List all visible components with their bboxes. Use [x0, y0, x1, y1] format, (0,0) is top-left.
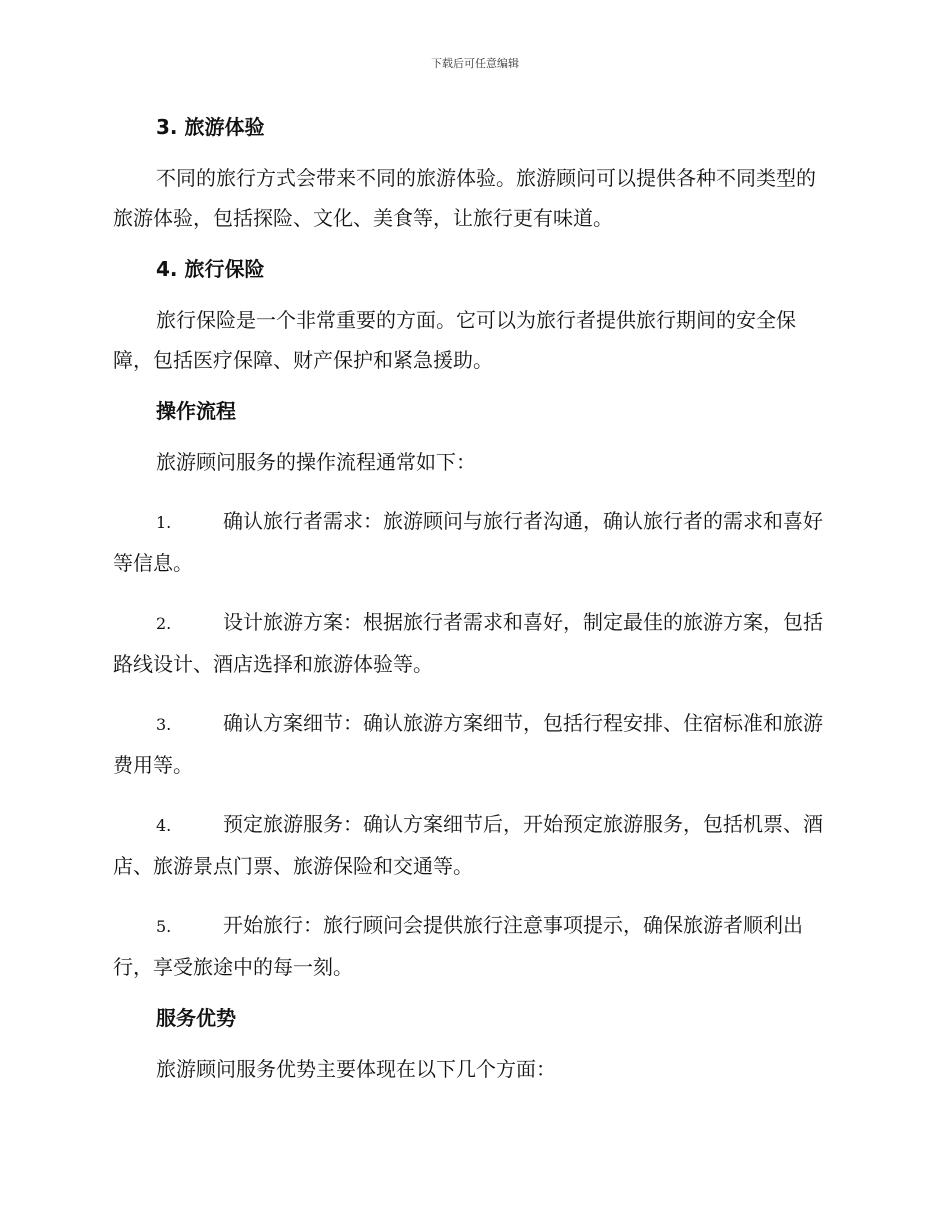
page-header: 下载后可任意编辑 [431, 57, 519, 70]
paragraph-travel-experience: 不同的旅行方式会带来不同的旅游体验。旅游顾问可以提供各种不同类型的旅游体验，包括探险、文化、美食等，让旅行更有味道。 [113, 166, 816, 230]
section-heading-travel-insurance: 4. 旅行保险 [156, 257, 265, 281]
section-heading-process: 操作流程 [156, 399, 236, 423]
document-body [113, 110, 833, 1089]
list-text: 设计旅游方案：根据旅行者需求和喜好，制定最佳的旅游方案，包括路线设计、酒店选择和旅游体验等。 [113, 610, 823, 676]
list-text: 确认旅行者需求：旅游顾问与旅行者沟通，确认旅行者的需求和喜好等信息。 [113, 509, 823, 575]
paragraph-travel-insurance: 旅行保险是一个非常重要的方面。它可以为旅行者提供旅行期间的安全保障，包括医疗保障、财产保护和紧急援助。 [113, 308, 796, 372]
list-text: 开始旅行：旅行顾问会提供旅行注意事项提示，确保旅游者顺利出行，享受旅途中的每一刻。 [113, 913, 803, 979]
list-item [113, 804, 833, 886]
list-number: 1. [156, 513, 172, 532]
list-item [113, 602, 833, 684]
section-heading-advantages: 服务优势 [156, 1006, 236, 1030]
list-number: 3. [156, 715, 172, 734]
paragraph-process-intro: 旅游顾问服务的操作流程通常如下： [156, 450, 476, 474]
list-number: 2. [156, 614, 172, 633]
list-item [113, 501, 833, 583]
list-number: 5. [156, 917, 172, 936]
paragraph-advantages-intro: 旅游顾问服务优势主要体现在以下几个方面： [156, 1057, 556, 1081]
section-heading-travel-experience: 3. 旅游体验 [156, 115, 265, 139]
list-text: 确认方案细节：确认旅游方案细节，包括行程安排、住宿标准和旅游费用等。 [113, 711, 823, 777]
list-text: 预定旅游服务：确认方案细节后，开始预定旅游服务，包括机票、酒店、旅游景点门票、旅游保险和交通等。 [113, 812, 823, 878]
list-item [113, 703, 833, 785]
list-item [113, 905, 833, 987]
list-number: 4. [156, 816, 172, 835]
